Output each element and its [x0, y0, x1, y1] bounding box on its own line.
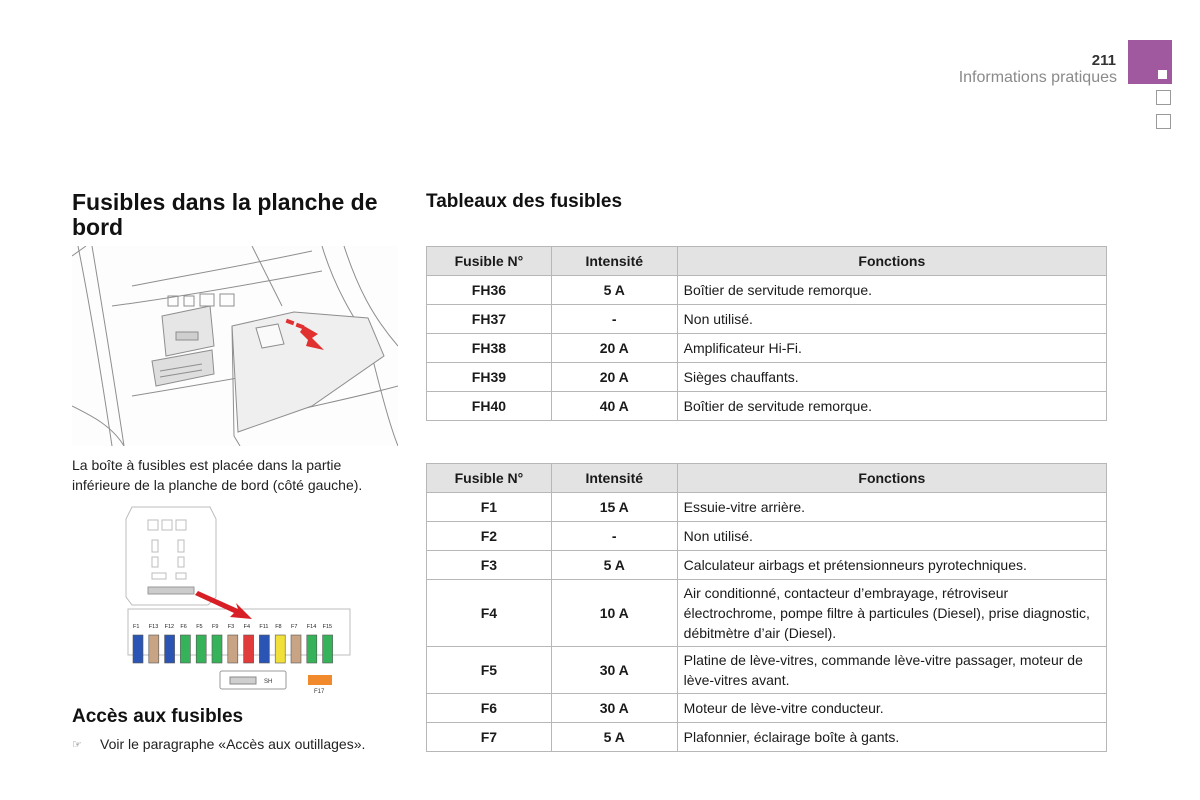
- fuse-label: F11: [259, 624, 269, 630]
- main-title: Fusibles dans la planche de bord: [72, 189, 378, 240]
- column-header-fuse: Fusible N°: [427, 464, 552, 493]
- fuse-f15: [323, 635, 333, 663]
- function-cell: Platine de lève-vitres, commande lève-vitre passager, moteur de lève-vitres avant.: [677, 647, 1106, 694]
- fuse-label: F5: [196, 624, 203, 630]
- column-header-intensity: Intensité: [551, 247, 677, 276]
- fuse-number-cell: F4: [427, 580, 552, 647]
- table-row: [427, 276, 1107, 305]
- function-cell: Sièges chauffants.: [677, 363, 1106, 392]
- fuse-f4: [244, 635, 254, 663]
- fusebox-diagram: [120, 505, 356, 695]
- shunt-label: SH: [264, 679, 273, 685]
- fuse-label: F8: [275, 624, 282, 630]
- table-row: [427, 493, 1107, 522]
- function-cell: Boîtier de servitude remorque.: [677, 392, 1106, 421]
- function-cell: Non utilisé.: [677, 522, 1106, 551]
- fuse-f11: [259, 635, 269, 663]
- fuse-f17: [308, 675, 332, 685]
- function-cell: Non utilisé.: [677, 305, 1106, 334]
- function-cell: Essuie-vitre arrière.: [677, 493, 1106, 522]
- fuse-number-cell: F7: [427, 723, 552, 752]
- table-row: [427, 551, 1107, 580]
- intensity-cell: 30 A: [551, 694, 677, 723]
- access-note-text: Voir le paragraphe «Accès aux outillages».: [100, 736, 366, 752]
- intensity-cell: 5 A: [551, 723, 677, 752]
- fuse-f7: [291, 635, 301, 663]
- dashboard-illustration: [72, 246, 398, 446]
- column-header-functions: Fonctions: [677, 247, 1106, 276]
- table-row: [427, 392, 1107, 421]
- fuse-label: F15: [322, 624, 333, 630]
- fuse-label: F13: [148, 624, 159, 630]
- fuse-number-cell: FH36: [427, 276, 552, 305]
- fusebox-location-caption: La boîte à fusibles est placée dans la partie inférieure de la planche de bord (côté gauche).: [72, 457, 363, 493]
- fuse-f13: [149, 635, 159, 663]
- function-cell: Plafonnier, éclairage boîte à gants.: [677, 723, 1106, 752]
- fuse-number-cell: F6: [427, 694, 552, 723]
- fuse-number-cell: F5: [427, 647, 552, 694]
- fuse-table-fh: [426, 246, 1107, 421]
- table-row: [427, 363, 1107, 392]
- tables-title: Tableaux des fusibles: [426, 191, 623, 212]
- fuse-label: F7: [291, 624, 298, 630]
- table-header-row: [427, 247, 1107, 276]
- access-title: Accès aux fusibles: [72, 706, 244, 727]
- table-row: [427, 580, 1107, 647]
- access-note: [72, 736, 365, 752]
- intensity-cell: 15 A: [551, 493, 677, 522]
- chapter-tab-empty: [1156, 90, 1171, 105]
- intensity-cell: -: [551, 522, 677, 551]
- table-row: [427, 305, 1107, 334]
- table-row: [427, 334, 1107, 363]
- function-cell: Air conditionné, contacteur d’embrayage, rétroviseur électrochrome, pompe filtre à particules (Diesel), prise diagnostic, débitmètre d’air (Diesel).: [677, 580, 1106, 647]
- fuse-f9: [212, 635, 222, 663]
- section-title: Informations pratiques: [958, 69, 1117, 86]
- fuse-number-cell: FH37: [427, 305, 552, 334]
- fuse-f14: [307, 635, 317, 663]
- fuse-label: F6: [180, 624, 187, 630]
- pointing-hand-icon: ☞: [72, 739, 82, 751]
- intensity-cell: 20 A: [551, 334, 677, 363]
- column-header-functions: Fonctions: [677, 464, 1106, 493]
- fuse-label: F1: [133, 624, 140, 630]
- intensity-cell: 40 A: [551, 392, 677, 421]
- fuse-number-cell: F1: [427, 493, 552, 522]
- fuse-label: F4: [243, 624, 251, 630]
- fusebox-drawing: [120, 505, 356, 695]
- fuse-f1: [133, 635, 143, 663]
- fuse-f3: [228, 635, 238, 663]
- function-cell: Amplificateur Hi-Fi.: [677, 334, 1106, 363]
- dashboard-drawing: [72, 246, 398, 446]
- fuse-label: F14: [306, 624, 317, 630]
- intensity-cell: 30 A: [551, 647, 677, 694]
- fuse-f6: [180, 635, 190, 663]
- intensity-cell: -: [551, 305, 677, 334]
- table-row: [427, 522, 1107, 551]
- fuse-table-f: [426, 463, 1107, 752]
- fuse-number-cell: FH38: [427, 334, 552, 363]
- fuse-label: F9: [212, 624, 219, 630]
- fuse-f17-label: F17: [314, 689, 325, 695]
- intensity-cell: 20 A: [551, 363, 677, 392]
- chapter-tab: [1128, 40, 1172, 84]
- fuse-f5: [196, 635, 206, 663]
- fuse-f12: [165, 635, 175, 663]
- column-header-intensity: Intensité: [551, 464, 677, 493]
- intensity-cell: 5 A: [551, 276, 677, 305]
- table-header-row: [427, 464, 1107, 493]
- fuse-number-cell: FH40: [427, 392, 552, 421]
- intensity-cell: 10 A: [551, 580, 677, 647]
- intensity-cell: 5 A: [551, 551, 677, 580]
- function-cell: Calculateur airbags et prétensionneurs pyrotechniques.: [677, 551, 1106, 580]
- fuse-label: F3: [227, 624, 235, 630]
- page-number: 211: [1091, 52, 1116, 69]
- fuse-number-cell: F2: [427, 522, 552, 551]
- table-row: [427, 647, 1107, 694]
- table-row: [427, 723, 1107, 752]
- function-cell: Boîtier de servitude remorque.: [677, 276, 1106, 305]
- fuse-f8: [275, 635, 285, 663]
- fuse-number-cell: FH39: [427, 363, 552, 392]
- active-tab-marker: [1158, 70, 1167, 79]
- fuse-label: F12: [164, 624, 175, 630]
- function-cell: Moteur de lève-vitre conducteur.: [677, 694, 1106, 723]
- column-header-fuse: Fusible N°: [427, 247, 552, 276]
- chapter-tab-empty: [1156, 114, 1171, 129]
- fuse-number-cell: F3: [427, 551, 552, 580]
- table-row: [427, 694, 1107, 723]
